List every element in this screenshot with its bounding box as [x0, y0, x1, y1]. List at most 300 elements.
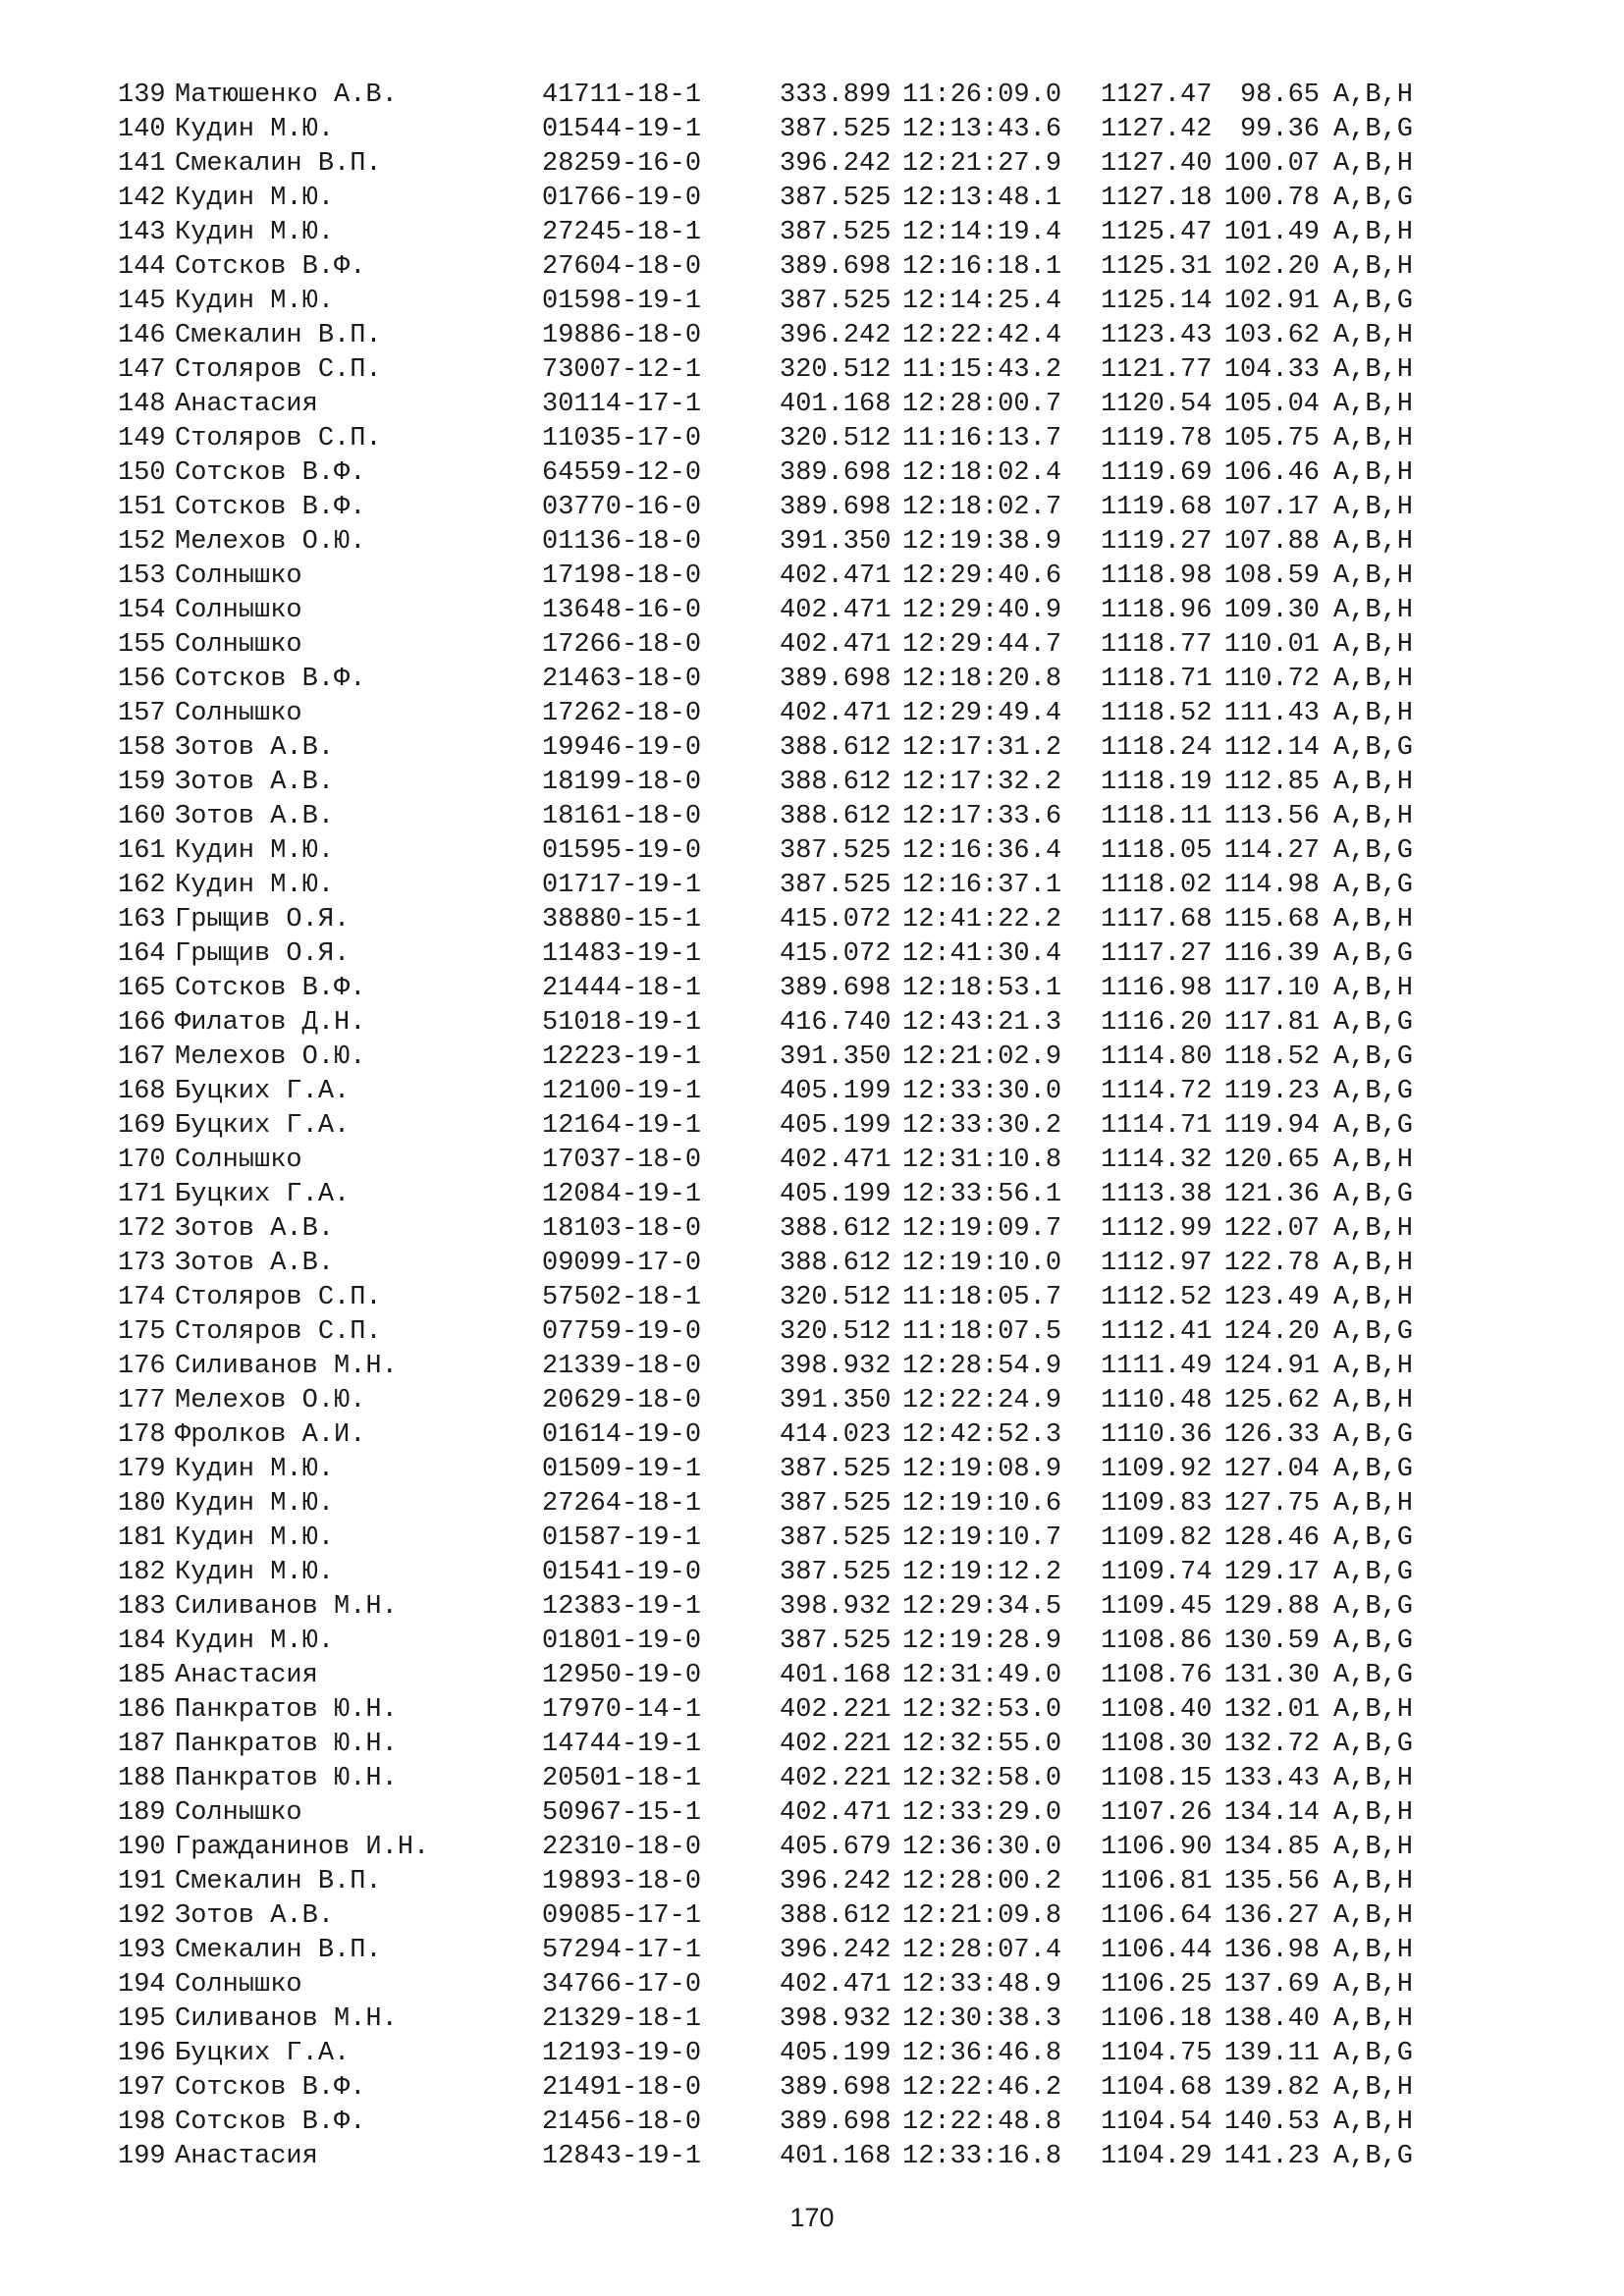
cell-coefficient: 127.04: [1223, 1455, 1320, 1484]
cell-speed: 1109.83: [1101, 1489, 1213, 1519]
cell-distance: 389.698: [780, 974, 892, 1003]
cell-ring: 64559-12-0: [542, 458, 702, 488]
cell-coefficient: 112.14: [1223, 733, 1320, 763]
cell-name: Смекалин В.П.: [175, 1867, 382, 1896]
cell-distance: 405.199: [780, 2039, 892, 2068]
cell-name: Фролков А.И.: [175, 1420, 366, 1450]
table-row: [118, 903, 1532, 937]
cell-rank: 143: [118, 218, 166, 247]
cell-ring: 12223-19-1: [542, 1042, 702, 1072]
cell-classes: A,B,H: [1333, 974, 1414, 1003]
cell-distance: 402.471: [780, 630, 892, 660]
cell-rank: 167: [118, 1042, 166, 1072]
cell-time: 12:28:07.4: [902, 1936, 1062, 1965]
cell-ring: 30114-17-1: [542, 390, 702, 419]
cell-speed: 1118.77: [1101, 630, 1213, 660]
table-row: [118, 1728, 1532, 1762]
cell-time: 12:29:34.5: [902, 1592, 1062, 1622]
cell-rank: 154: [118, 596, 166, 625]
cell-speed: 1118.19: [1101, 768, 1213, 797]
table-row: [118, 1796, 1532, 1831]
cell-classes: A,B,H: [1333, 527, 1414, 557]
cell-distance: 402.221: [780, 1764, 892, 1793]
cell-name: Матюшенко А.В.: [175, 80, 398, 110]
cell-ring: 12193-19-0: [542, 2039, 702, 2068]
cell-ring: 51018-19-1: [542, 1008, 702, 1038]
cell-classes: A,B,G: [1333, 1111, 1414, 1141]
cell-rank: 194: [118, 1970, 166, 2000]
table-row: [118, 1281, 1532, 1315]
cell-classes: A,B,G: [1333, 1455, 1414, 1484]
cell-time: 12:29:44.7: [902, 630, 1062, 660]
table-row: [118, 147, 1532, 182]
cell-rank: 183: [118, 1592, 166, 1622]
cell-coefficient: 114.27: [1223, 836, 1320, 866]
table-row: [118, 1247, 1532, 1281]
cell-classes: A,B,G: [1333, 1523, 1414, 1553]
cell-name: Зотов А.В.: [175, 1901, 335, 1931]
cell-ring: 57294-17-1: [542, 1936, 702, 1965]
cell-classes: A,B,H: [1333, 80, 1414, 110]
cell-time: 12:33:48.9: [902, 1970, 1062, 2000]
cell-ring: 34766-17-0: [542, 1970, 702, 2000]
cell-classes: A,B,H: [1333, 1146, 1414, 1175]
cell-coefficient: 103.62: [1223, 321, 1320, 350]
cell-time: 12:19:28.9: [902, 1627, 1062, 1656]
cell-time: 12:19:12.2: [902, 1558, 1062, 1587]
cell-coefficient: 114.98: [1223, 871, 1320, 900]
cell-distance: 396.242: [780, 1867, 892, 1896]
cell-name: Сотсков В.Ф.: [175, 665, 366, 694]
cell-distance: 416.740: [780, 1008, 892, 1038]
cell-speed: 1116.20: [1101, 1008, 1213, 1038]
cell-rank: 181: [118, 1523, 166, 1553]
cell-distance: 320.512: [780, 1317, 892, 1347]
cell-classes: A,B,H: [1333, 596, 1414, 625]
cell-time: 12:33:29.0: [902, 1798, 1062, 1828]
cell-coefficient: 100.78: [1223, 184, 1320, 213]
cell-time: 11:26:09.0: [902, 80, 1062, 110]
cell-coefficient: 99.36: [1239, 115, 1320, 144]
cell-time: 12:19:10.7: [902, 1523, 1062, 1553]
cell-time: 12:22:24.9: [902, 1386, 1062, 1415]
cell-rank: 146: [118, 321, 166, 350]
cell-name: Столяров С.П.: [175, 1283, 382, 1312]
cell-distance: 388.612: [780, 1249, 892, 1278]
cell-time: 12:13:43.6: [902, 115, 1062, 144]
cell-coefficient: 102.20: [1223, 252, 1320, 282]
cell-name: Мелехов О.Ю.: [175, 527, 366, 557]
cell-speed: 1119.69: [1101, 458, 1213, 488]
cell-name: Филатов Д.Н.: [175, 1008, 366, 1038]
cell-coefficient: 108.59: [1223, 561, 1320, 591]
cell-classes: A,B,H: [1333, 218, 1414, 247]
cell-classes: A,B,G: [1333, 1042, 1414, 1072]
cell-speed: 1108.76: [1101, 1661, 1213, 1690]
cell-ring: 73007-12-1: [542, 355, 702, 385]
cell-rank: 170: [118, 1146, 166, 1175]
table-row: [118, 525, 1532, 560]
cell-time: 12:17:32.2: [902, 768, 1062, 797]
cell-speed: 1108.86: [1101, 1627, 1213, 1656]
cell-speed: 1106.44: [1101, 1936, 1213, 1965]
cell-rank: 144: [118, 252, 166, 282]
cell-rank: 175: [118, 1317, 166, 1347]
cell-time: 12:33:30.2: [902, 1111, 1062, 1141]
cell-speed: 1112.52: [1101, 1283, 1213, 1312]
cell-name: Солнышко: [175, 1146, 302, 1175]
cell-speed: 1125.47: [1101, 218, 1213, 247]
cell-name: Кудин М.Ю.: [175, 1627, 335, 1656]
table-row: [118, 1453, 1532, 1487]
cell-distance: 396.242: [780, 1936, 892, 1965]
table-row: [118, 1487, 1532, 1522]
cell-coefficient: 122.78: [1223, 1249, 1320, 1278]
cell-classes: A,B,G: [1333, 1627, 1414, 1656]
cell-ring: 01544-19-1: [542, 115, 702, 144]
cell-name: Гражданинов И.Н.: [175, 1833, 430, 1862]
cell-rank: 141: [118, 149, 166, 179]
cell-rank: 142: [118, 184, 166, 213]
cell-speed: 1106.81: [1101, 1867, 1213, 1896]
cell-rank: 182: [118, 1558, 166, 1587]
cell-distance: 389.698: [780, 493, 892, 522]
cell-speed: 1108.30: [1101, 1730, 1213, 1759]
cell-time: 12:19:10.6: [902, 1489, 1062, 1519]
cell-speed: 1112.99: [1101, 1214, 1213, 1244]
cell-name: Солнышко: [175, 561, 302, 591]
cell-speed: 1108.15: [1101, 1764, 1213, 1793]
cell-classes: A,B,G: [1333, 939, 1414, 969]
cell-coefficient: 105.04: [1223, 390, 1320, 419]
cell-classes: A,B,G: [1333, 1317, 1414, 1347]
cell-name: Солнышко: [175, 1798, 302, 1828]
table-row: [118, 491, 1532, 525]
cell-rank: 180: [118, 1489, 166, 1519]
cell-coefficient: 125.62: [1223, 1386, 1320, 1415]
table-row: [118, 663, 1532, 697]
cell-speed: 1114.72: [1101, 1077, 1213, 1106]
cell-speed: 1112.41: [1101, 1317, 1213, 1347]
cell-distance: 402.471: [780, 1146, 892, 1175]
cell-coefficient: 133.43: [1223, 1764, 1320, 1793]
cell-coefficient: 117.10: [1223, 974, 1320, 1003]
cell-time: 12:29:40.9: [902, 596, 1062, 625]
cell-ring: 20629-18-0: [542, 1386, 702, 1415]
cell-classes: A,B,H: [1333, 1833, 1414, 1862]
cell-distance: 320.512: [780, 355, 892, 385]
cell-speed: 1118.71: [1101, 665, 1213, 694]
cell-coefficient: 116.39: [1223, 939, 1320, 969]
cell-distance: 402.471: [780, 561, 892, 591]
cell-ring: 12843-19-1: [542, 2142, 702, 2171]
cell-name: Кудин М.Ю.: [175, 1523, 335, 1553]
table-row: [118, 1109, 1532, 1144]
table-row: [118, 2140, 1532, 2174]
cell-classes: A,B,H: [1333, 458, 1414, 488]
cell-name: Смекалин В.П.: [175, 1936, 382, 1965]
table-row: [118, 1865, 1532, 1899]
cell-ring: 27604-18-0: [542, 252, 702, 282]
cell-speed: 1109.82: [1101, 1523, 1213, 1553]
cell-distance: 414.023: [780, 1420, 892, 1450]
cell-ring: 12164-19-1: [542, 1111, 702, 1141]
cell-speed: 1111.49: [1101, 1352, 1213, 1381]
cell-name: Грыщив О.Я.: [175, 939, 351, 969]
cell-coefficient: 134.14: [1223, 1798, 1320, 1828]
cell-ring: 38880-15-1: [542, 905, 702, 934]
table-row: [118, 1212, 1532, 1247]
cell-name: Анастасия: [175, 390, 318, 419]
cell-speed: 1118.24: [1101, 733, 1213, 763]
cell-name: Столяров С.П.: [175, 1317, 382, 1347]
cell-rank: 190: [118, 1833, 166, 1862]
cell-coefficient: 138.40: [1223, 2004, 1320, 2034]
cell-speed: 1118.02: [1101, 871, 1213, 900]
cell-ring: 01595-19-0: [542, 836, 702, 866]
cell-ring: 14744-19-1: [542, 1730, 702, 1759]
cell-name: Сотсков В.Ф.: [175, 2108, 366, 2137]
cell-ring: 13648-16-0: [542, 596, 702, 625]
cell-rank: 191: [118, 1867, 166, 1896]
table-row: [118, 869, 1532, 903]
cell-coefficient: 107.17: [1223, 493, 1320, 522]
cell-classes: A,B,H: [1333, 493, 1414, 522]
cell-distance: 402.221: [780, 1730, 892, 1759]
cell-speed: 1106.18: [1101, 2004, 1213, 2034]
table-row: [118, 1831, 1532, 1865]
cell-coefficient: 110.01: [1223, 630, 1320, 660]
cell-name: Зотов А.В.: [175, 733, 335, 763]
table-row: [118, 560, 1532, 594]
cell-time: 12:36:30.0: [902, 1833, 1062, 1862]
cell-ring: 21456-18-0: [542, 2108, 702, 2137]
cell-classes: A,B,H: [1333, 561, 1414, 591]
table-row: [118, 113, 1532, 147]
cell-name: Мелехов О.Ю.: [175, 1386, 366, 1415]
cell-coefficient: 126.33: [1223, 1420, 1320, 1450]
cell-name: Зотов А.В.: [175, 1214, 335, 1244]
cell-rank: 195: [118, 2004, 166, 2034]
cell-name: Панкратов Ю.Н.: [175, 1764, 398, 1793]
cell-name: Солнышко: [175, 630, 302, 660]
cell-speed: 1104.75: [1101, 2039, 1213, 2068]
cell-speed: 1127.47: [1101, 80, 1213, 110]
table-row: [118, 1075, 1532, 1109]
cell-ring: 21491-18-0: [542, 2073, 702, 2103]
cell-coefficient: 112.85: [1223, 768, 1320, 797]
cell-distance: 402.221: [780, 1695, 892, 1725]
cell-rank: 174: [118, 1283, 166, 1312]
cell-name: Панкратов Ю.Н.: [175, 1730, 398, 1759]
cell-time: 12:36:46.8: [902, 2039, 1062, 2068]
table-row: [118, 1384, 1532, 1418]
cell-name: Сотсков В.Ф.: [175, 493, 366, 522]
cell-speed: 1123.43: [1101, 321, 1213, 350]
cell-distance: 387.525: [780, 287, 892, 316]
cell-coefficient: 117.81: [1223, 1008, 1320, 1038]
cell-ring: 22310-18-0: [542, 1833, 702, 1862]
cell-classes: A,B,H: [1333, 1695, 1414, 1725]
cell-speed: 1117.68: [1101, 905, 1213, 934]
cell-name: Смекалин В.П.: [175, 149, 382, 179]
cell-distance: 396.242: [780, 321, 892, 350]
cell-distance: 402.471: [780, 699, 892, 728]
table-row: [118, 1934, 1532, 1968]
cell-ring: 19886-18-0: [542, 321, 702, 350]
cell-rank: 150: [118, 458, 166, 488]
cell-time: 12:14:25.4: [902, 287, 1062, 316]
cell-time: 11:16:13.7: [902, 424, 1062, 454]
cell-ring: 19946-19-0: [542, 733, 702, 763]
table-row: [118, 285, 1532, 319]
cell-coefficient: 121.36: [1223, 1180, 1320, 1209]
cell-name: Кудин М.Ю.: [175, 1489, 335, 1519]
cell-time: 12:21:02.9: [902, 1042, 1062, 1072]
cell-time: 12:16:18.1: [902, 252, 1062, 282]
cell-time: 12:18:02.4: [902, 458, 1062, 488]
cell-name: Столяров С.П.: [175, 355, 382, 385]
cell-distance: 402.471: [780, 1798, 892, 1828]
cell-speed: 1118.98: [1101, 561, 1213, 591]
cell-rank: 156: [118, 665, 166, 694]
cell-speed: 1125.14: [1101, 287, 1213, 316]
cell-speed: 1110.36: [1101, 1420, 1213, 1450]
cell-ring: 18161-18-0: [542, 802, 702, 831]
cell-speed: 1109.74: [1101, 1558, 1213, 1587]
cell-name: Буцких Г.А.: [175, 2039, 351, 2068]
cell-distance: 405.199: [780, 1180, 892, 1209]
cell-speed: 1117.27: [1101, 939, 1213, 969]
cell-distance: 387.525: [780, 1523, 892, 1553]
cell-name: Солнышко: [175, 596, 302, 625]
cell-classes: A,B,G: [1333, 1180, 1414, 1209]
cell-ring: 21329-18-1: [542, 2004, 702, 2034]
cell-classes: A,B,G: [1333, 733, 1414, 763]
cell-rank: 178: [118, 1420, 166, 1450]
cell-time: 12:19:08.9: [902, 1455, 1062, 1484]
cell-rank: 165: [118, 974, 166, 1003]
cell-coefficient: 124.91: [1223, 1352, 1320, 1381]
cell-classes: A,B,G: [1333, 1420, 1414, 1450]
cell-rank: 153: [118, 561, 166, 591]
cell-distance: 387.525: [780, 1455, 892, 1484]
cell-classes: A,B,H: [1333, 768, 1414, 797]
table-row: [118, 1693, 1532, 1728]
cell-classes: A,B,H: [1333, 1901, 1414, 1931]
table-row: [118, 2071, 1532, 2106]
cell-coefficient: 140.53: [1223, 2108, 1320, 2137]
table-row: [118, 697, 1532, 731]
cell-time: 12:18:02.7: [902, 493, 1062, 522]
cell-name: Мелехов О.Ю.: [175, 1042, 366, 1072]
cell-time: 12:16:36.4: [902, 836, 1062, 866]
cell-speed: 1114.80: [1101, 1042, 1213, 1072]
cell-rank: 149: [118, 424, 166, 454]
cell-classes: A,B,G: [1333, 1558, 1414, 1587]
cell-distance: 405.679: [780, 1833, 892, 1862]
cell-classes: A,B,H: [1333, 2073, 1414, 2103]
cell-speed: 1106.25: [1101, 1970, 1213, 2000]
cell-ring: 21463-18-0: [542, 665, 702, 694]
cell-rank: 188: [118, 1764, 166, 1793]
cell-coefficient: 118.52: [1223, 1042, 1320, 1072]
cell-distance: 387.525: [780, 871, 892, 900]
cell-distance: 387.525: [780, 218, 892, 247]
table-row: [118, 594, 1532, 628]
cell-rank: 186: [118, 1695, 166, 1725]
cell-distance: 402.471: [780, 1970, 892, 2000]
cell-name: Кудин М.Ю.: [175, 871, 335, 900]
table-row: [118, 937, 1532, 972]
cell-rank: 192: [118, 1901, 166, 1931]
cell-ring: 01587-19-1: [542, 1523, 702, 1553]
cell-distance: 388.612: [780, 1901, 892, 1931]
cell-name: Столяров С.П.: [175, 424, 382, 454]
cell-ring: 12100-19-1: [542, 1077, 702, 1106]
cell-ring: 01136-18-0: [542, 527, 702, 557]
table-row: [118, 1899, 1532, 1934]
cell-classes: A,B,H: [1333, 802, 1414, 831]
cell-coefficient: 132.72: [1223, 1730, 1320, 1759]
table-row: [118, 628, 1532, 663]
cell-distance: 415.072: [780, 939, 892, 969]
table-row: [118, 79, 1532, 113]
cell-rank: 152: [118, 527, 166, 557]
table-row: [118, 422, 1532, 456]
cell-ring: 01766-19-0: [542, 184, 702, 213]
cell-time: 12:19:38.9: [902, 527, 1062, 557]
cell-coefficient: 115.68: [1223, 905, 1320, 934]
cell-coefficient: 137.69: [1223, 1970, 1320, 2000]
cell-name: Анастасия: [175, 1661, 318, 1690]
table-row: [118, 2037, 1532, 2071]
cell-coefficient: 139.11: [1223, 2039, 1320, 2068]
table-row: [118, 250, 1532, 285]
cell-time: 12:22:48.8: [902, 2108, 1062, 2137]
cell-speed: 1107.26: [1101, 1798, 1213, 1828]
cell-time: 12:41:30.4: [902, 939, 1062, 969]
cell-name: Зотов А.В.: [175, 802, 335, 831]
cell-coefficient: 107.88: [1223, 527, 1320, 557]
cell-name: Буцких Г.А.: [175, 1077, 351, 1106]
cell-rank: 197: [118, 2073, 166, 2103]
cell-distance: 387.525: [780, 184, 892, 213]
table-row: [118, 216, 1532, 250]
cell-speed: 1110.48: [1101, 1386, 1213, 1415]
cell-coefficient: 123.49: [1223, 1283, 1320, 1312]
cell-name: Буцких Г.А.: [175, 1180, 351, 1209]
cell-coefficient: 136.27: [1223, 1901, 1320, 1931]
cell-speed: 1118.52: [1101, 699, 1213, 728]
cell-name: Кудин М.Ю.: [175, 218, 335, 247]
cell-distance: 398.932: [780, 1592, 892, 1622]
cell-classes: A,B,H: [1333, 1283, 1414, 1312]
cell-speed: 1119.78: [1101, 424, 1213, 454]
cell-coefficient: 104.33: [1223, 355, 1320, 385]
cell-classes: A,B,H: [1333, 630, 1414, 660]
cell-name: Кудин М.Ю.: [175, 1455, 335, 1484]
cell-distance: 415.072: [780, 905, 892, 934]
cell-classes: A,B,H: [1333, 1798, 1414, 1828]
cell-time: 12:32:53.0: [902, 1695, 1062, 1725]
table-row: [118, 800, 1532, 834]
cell-coefficient: 101.49: [1223, 218, 1320, 247]
cell-distance: 387.525: [780, 1627, 892, 1656]
cell-name: Кудин М.Ю.: [175, 184, 335, 213]
cell-coefficient: 132.01: [1223, 1695, 1320, 1725]
cell-distance: 389.698: [780, 2073, 892, 2103]
